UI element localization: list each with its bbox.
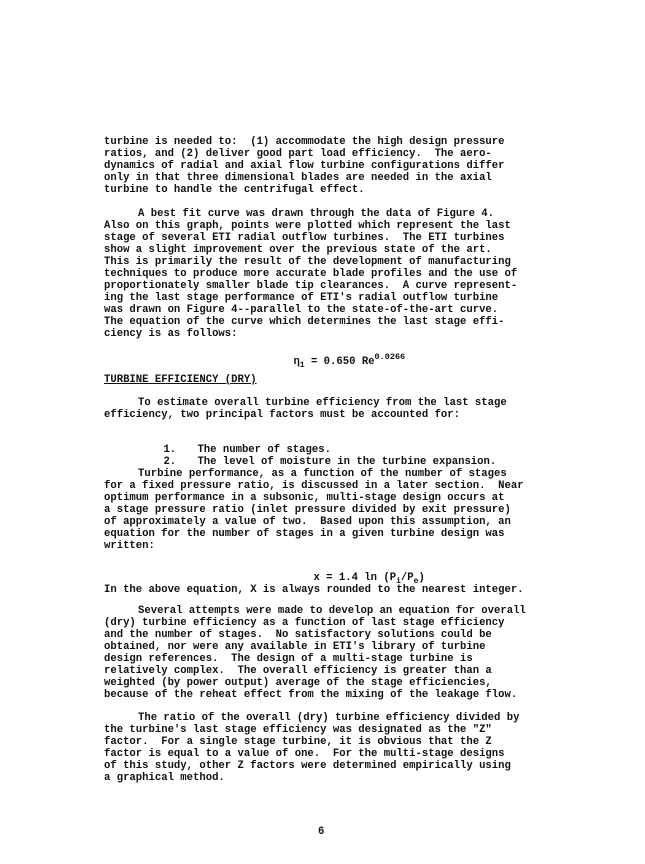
text-line: for a fixed pressure ratio, is discussed in a later section. Near	[104, 480, 524, 493]
text-line: stage of several ETI radial outflow turbines. The ETI turbines	[104, 232, 505, 245]
text-line: Also on this graph, points were plotted which represent the last	[104, 220, 511, 233]
text-line: Several attempts were made to develop an equation for overall	[138, 605, 526, 617]
text-line: the turbine's last stage efficiency was designated as the "Z"	[104, 724, 492, 737]
text-line: relatively complex. The overall efficiency is greater than a	[104, 665, 492, 678]
text-line: and the number of stages. No satisfactory solutions could be	[104, 629, 492, 642]
paragraph-1	[104, 136, 564, 196]
text-line: show a slight improvement over the previous state of the art.	[104, 244, 492, 257]
text-line: written:	[104, 540, 155, 553]
text-line: techniques to produce more accurate blade profiles and the use of	[104, 268, 518, 281]
list-number: 1.	[163, 444, 177, 457]
eta-subscript: 1	[299, 361, 305, 371]
text-line: A best fit curve was drawn through the data of Figure 4.	[138, 208, 495, 220]
equation-slash: /P	[400, 572, 414, 585]
eta-symbol: η	[293, 356, 300, 369]
text-line: turbine is needed to: (1) accommodate the high design pressure	[104, 136, 505, 148]
text-line: only in that three dimensional blades are needed in the axial	[104, 172, 492, 185]
text-line: factor. For a single stage turbine, it is obvious that the Z	[104, 736, 492, 749]
paragraph-5	[104, 584, 564, 596]
list-text: The level of moisture in the turbine expansion.	[197, 456, 497, 469]
section-heading: TURBINE EFFICIENCY (DRY)	[104, 374, 257, 386]
section-heading-block	[104, 374, 564, 386]
text-line: dynamics of radial and axial flow turbine configurations differ	[104, 160, 505, 173]
text-line: proportionately smaller blade tip clearances. A curve represent-	[104, 280, 518, 293]
text-line: This is primarily the result of the development of manufacturing	[104, 256, 511, 269]
text-line: design references. The design of a multi-stage turbine is	[104, 653, 473, 666]
inlet-subscript: i	[396, 577, 401, 587]
text-line: The ratio of the overall (dry) turbine efficiency divided by	[138, 712, 520, 724]
text-line: because of the reheat effect from the mixing of the leakage flow.	[104, 689, 518, 702]
text-line: To estimate overall turbine efficiency from the last stage	[138, 397, 507, 409]
text-line: a stage pressure ratio (inlet pressure divided by exit pressure)	[104, 504, 511, 517]
text-line: The equation of the curve which determines the last stage effi-	[104, 316, 505, 329]
text-line: In the above equation, X is always rounded to the nearest integer.	[104, 584, 524, 596]
text-line: efficiency, two principal factors must be accounted for:	[104, 409, 461, 422]
paragraph-4	[104, 468, 564, 552]
paragraph-2	[104, 208, 564, 341]
page-number: 6	[318, 826, 325, 838]
paragraph-3	[104, 397, 564, 421]
text-line: of approximately a value of two. Based upon this assumption, an	[104, 516, 511, 529]
list-text: The number of stages.	[197, 444, 331, 457]
text-line: factor is equal to a value of one. For the multi-stage designs	[104, 748, 505, 761]
paragraph-7	[104, 712, 564, 784]
text-line: was drawn on Figure 4--parallel to the state-of-the-art curve.	[104, 304, 499, 317]
equation-suffix: )	[418, 572, 425, 585]
equation-prefix: x = 1.4 ln (P	[313, 572, 397, 585]
text-line: ing the last stage performance of ETI's radial outflow turbine	[104, 292, 499, 305]
text-line: obtained, nor were any available in ETI's library of turbine	[104, 641, 486, 654]
equation-body: = 0.650 Re	[304, 356, 375, 369]
text-line: turbine to handle the centrifugal effect.	[104, 184, 365, 197]
text-line: Turbine performance, as a function of the number of stages	[138, 468, 507, 480]
text-line: weighted (by power output) average of the stage efficiencies,	[104, 677, 492, 690]
list-number: 2.	[163, 456, 177, 469]
equation-exponent: 0.0266	[374, 352, 406, 363]
text-line: (dry) turbine efficiency as a function of last stage efficiency	[104, 617, 505, 630]
paragraph-6	[104, 605, 564, 701]
text-line: of this study, other Z factors were determined empirically using	[104, 760, 511, 773]
text-line: optimum performance in a subsonic, multi-stage design occurs at	[104, 492, 505, 505]
text-line: ciency is as follows:	[104, 328, 238, 341]
text-line: ratios, and (2) deliver good part load efficiency. The aero-	[104, 148, 492, 161]
text-line: equation for the number of stages in a given turbine design was	[104, 528, 505, 541]
text-line: a graphical method.	[104, 772, 225, 785]
exit-subscript: e	[413, 577, 419, 587]
